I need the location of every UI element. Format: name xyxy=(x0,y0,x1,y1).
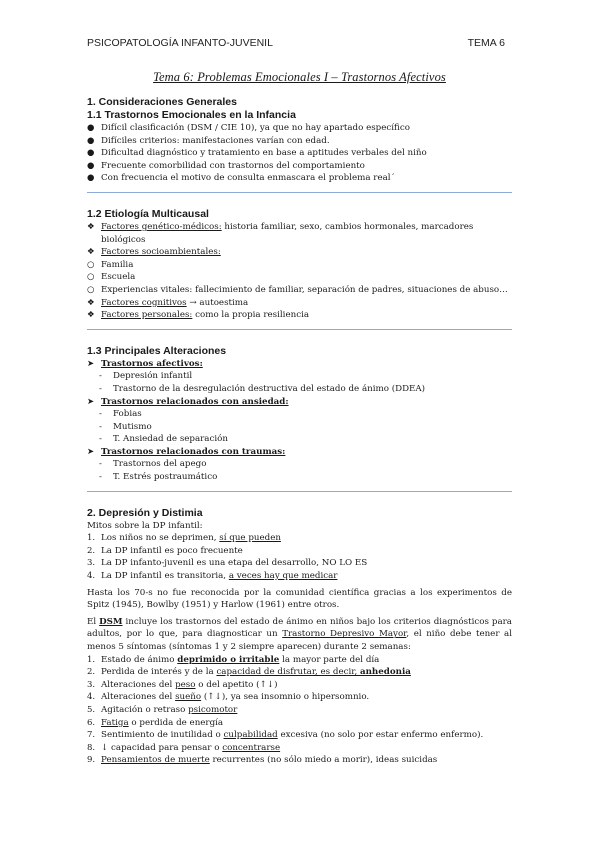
section-1-1-list xyxy=(87,122,512,185)
list-item: ○ Escuela xyxy=(87,272,136,283)
bullet-icon: ● xyxy=(87,173,95,184)
list-number: 3. xyxy=(87,679,96,690)
list-number: 2. xyxy=(87,667,96,678)
list-item: ❖ Factores cognitivos → autoestima xyxy=(87,297,249,308)
list-item: 2. Perdida de interés y de la capacidad de disfrutar, es decir, anhedonia xyxy=(87,667,411,678)
list-item: - T. Ansiedad de separación xyxy=(99,434,228,445)
list-number: 4. xyxy=(87,692,96,703)
list-item: 4. Alteraciones del sueño (↑↓), ya sea insomnio o hipersomnio. xyxy=(87,692,370,703)
list-number: 4. xyxy=(87,571,96,582)
list-item: 6. Fatiga o perdida de energía xyxy=(87,717,224,728)
list-item: ❖ Factores socioambientales: xyxy=(87,247,221,258)
list-item: ● Dificultad diagnóstico y tratamiento en base a aptitudes verbales del niño xyxy=(87,148,427,159)
criteria-list xyxy=(87,654,512,767)
list-item: 9. Pensamientos de muerte recurrentes (no sólo miedo a morir), ideas suicidas xyxy=(87,755,438,766)
section-divider xyxy=(87,192,512,193)
list-item: 1. Estado de ánimo deprimido o irritable la mayor parte del día xyxy=(87,654,380,665)
document-body xyxy=(87,70,512,767)
section-1-heading: 1. Consideraciones Generales xyxy=(87,96,237,108)
list-item: - T. Estrés postraumático xyxy=(99,472,218,483)
bullet-icon: ● xyxy=(87,135,95,146)
list-number: 5. xyxy=(87,704,96,715)
arrowhead-bullet-icon: ➤ xyxy=(87,358,95,369)
diamond-bullet-icon: ❖ xyxy=(87,247,95,258)
bullet-icon: ● xyxy=(87,148,95,159)
list-item: - Trastornos del apego xyxy=(99,459,207,470)
list-number: 7. xyxy=(87,730,96,741)
circle-bullet-icon: ○ xyxy=(87,272,95,283)
list-item: ○ Experiencias vitales: fallecimiento de familiar, separación de padres, situaciones de abuso… xyxy=(87,284,508,295)
page-header xyxy=(87,37,505,51)
dash-bullet-icon: - xyxy=(99,409,102,420)
alterations-list xyxy=(87,358,512,484)
myths-intro: Mitos sobre la DP infantil: xyxy=(87,520,203,531)
list-number: 1. xyxy=(87,533,96,544)
dash-bullet-icon: - xyxy=(99,459,102,470)
list-item: 2. La DP infantil es poco frecuente xyxy=(87,545,243,556)
list-item: ● Difíciles criterios: manifestaciones varían con edad. xyxy=(87,135,330,146)
list-number: 1. xyxy=(87,654,96,665)
list-item: - Depresión infantil xyxy=(99,371,193,382)
section-divider xyxy=(87,329,512,330)
section-1-3-heading: 1.3 Principales Alteraciones xyxy=(87,344,227,357)
circle-bullet-icon: ○ xyxy=(87,284,95,295)
list-item: 8. ↓ capacidad para pensar o concentrarse xyxy=(87,742,281,753)
list-item: ➤ Trastornos relacionados con traumas: xyxy=(87,446,286,457)
list-item: 3. La DP infanto-juvenil es una etapa del desarrollo, NO LO ES xyxy=(87,558,368,569)
list-item: ○ Familia xyxy=(87,259,134,270)
list-item: 7. Sentimiento de inutilidad o culpabilidad excesiva (no solo por estar enfermo enfermo). xyxy=(87,730,484,741)
list-item: ➤ Trastornos afectivos: xyxy=(87,358,203,369)
list-item: 3. Alteraciones del peso o del apetito (↑↓) xyxy=(87,679,278,690)
list-item: 5. Agitación o retraso psicomotor xyxy=(87,704,238,715)
list-item: - Trastorno de la desregulación destructiva del estado de ánimo (DDEA) xyxy=(99,383,426,394)
list-item: ❖ Factores genético-médicos: historia familiar, sexo, cambios hormonales, marcadores biológicos xyxy=(87,221,474,245)
diamond-bullet-icon: ❖ xyxy=(87,297,95,308)
dash-bullet-icon: - xyxy=(99,421,102,432)
list-number: 9. xyxy=(87,755,96,766)
header-course-title: PSICOPATOLOGÍA INFANTO-JUVENIL xyxy=(87,37,273,49)
circle-bullet-icon: ○ xyxy=(87,259,95,270)
dsm-paragraph: El DSM incluye los trastornos del estado de ánimo en niños bajo los criterios diagnósticos para adultos, por lo que, para diagnosticar un Trastorno Depresivo Mayor, el niño debe tener al menos 5 síntomas (síntomas 1 y 2 siempre aparecen) durante 2 semanas: xyxy=(87,616,513,652)
dash-bullet-icon: - xyxy=(99,472,102,483)
dash-bullet-icon: - xyxy=(99,371,102,382)
list-item: 4. La DP infantil es transitoria, a veces hay que medicar xyxy=(87,571,338,582)
etiology-list xyxy=(87,221,512,259)
diamond-bullet-icon: ❖ xyxy=(87,221,95,232)
section-2-heading: 2. Depresión y Distimia xyxy=(87,506,203,519)
diamond-bullet-icon: ❖ xyxy=(87,310,95,321)
list-item: - Fobias xyxy=(99,409,142,420)
dash-bullet-icon: - xyxy=(99,434,102,445)
arrowhead-bullet-icon: ➤ xyxy=(87,446,95,457)
list-item: ❖ Factores personales: como la propia resiliencia xyxy=(87,310,310,321)
list-item: ● Con frecuencia el motivo de consulta enmascara el problema real´ xyxy=(87,173,395,184)
socioambiental-sublist xyxy=(87,259,512,297)
list-number: 8. xyxy=(87,742,96,753)
list-number: 6. xyxy=(87,717,96,728)
list-item: 1. Los niños no se deprimen, sí que pueden xyxy=(87,533,281,544)
arrowhead-bullet-icon: ➤ xyxy=(87,396,95,407)
etiology-list-continued xyxy=(87,297,512,322)
history-paragraph: Hasta los 70-s no fue reconocida por la comunidad científica gracias a los experimentos de Spitz (1945), Bowlby (1951) y Harlow (1961) entre otros. xyxy=(87,587,512,611)
list-item: ➤ Trastornos relacionados con ansiedad: xyxy=(87,396,289,407)
section-divider xyxy=(87,491,512,492)
list-number: 2. xyxy=(87,545,96,556)
dash-bullet-icon: - xyxy=(99,383,102,394)
bullet-icon: ● xyxy=(87,123,95,133)
list-item: ● Frecuente comorbilidad con trastornos del comportamiento xyxy=(87,160,365,171)
document-title: Tema 6: Problemas Emocionales I – Trastornos Afectivos xyxy=(153,70,446,84)
section-1-2-heading: 1.2 Etiología Multicausal xyxy=(87,207,209,220)
bullet-icon: ● xyxy=(87,160,95,171)
section-1-1-heading: 1.1 Trastornos Emocionales en la Infancia xyxy=(87,109,296,121)
list-item: - Mutismo xyxy=(99,421,152,432)
list-number: 3. xyxy=(87,558,96,569)
header-topic-number: TEMA 6 xyxy=(467,37,505,49)
myths-list xyxy=(87,532,512,582)
list-item: ● Difícil clasificación (DSM / CIE 10), ya que no hay apartado específico xyxy=(87,123,410,133)
